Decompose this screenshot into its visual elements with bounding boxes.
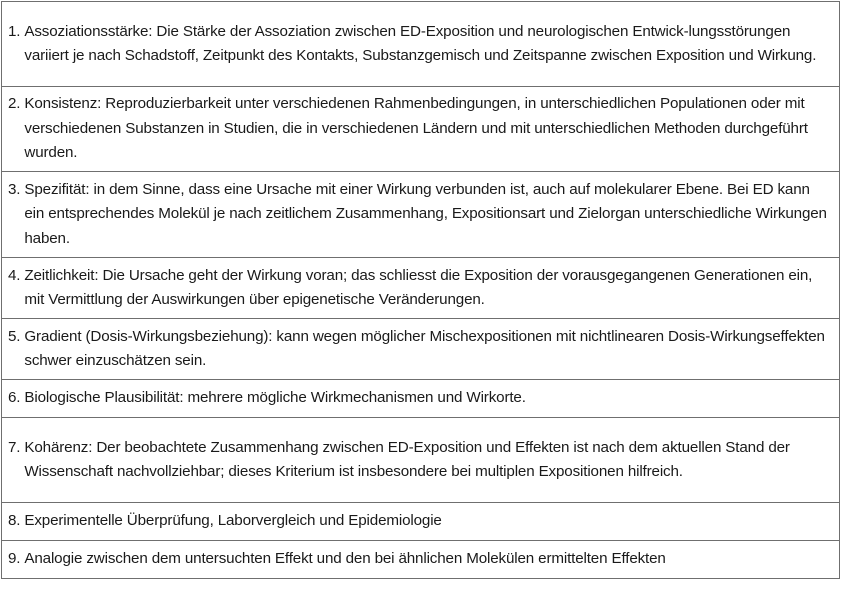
criterion-text: Assoziationsstärke: Die Stärke der Assoziation zwischen ED-Exposition und neurologischen Entwick-lungsstörungen variiert je nach Schadstoff, Zeitpunkt des Kontakts, Substanzgemisch und Zeitspanne zwischen Exposition und Wirkung.: [24, 22, 817, 64]
criterion-cell: [2, 258, 840, 319]
criterion-cell: [2, 319, 840, 380]
criterion-text: Experimentelle Überprüfung, Laborvergleich und Epidemiologie: [24, 512, 442, 530]
criterion-row-3: [2, 172, 840, 258]
criterion-number: 1.: [8, 22, 21, 40]
criterion-row-7: [2, 418, 840, 503]
criterion-text: Spezifität: in dem Sinne, dass eine Ursache mit einer Wirkung verbunden ist, auch auf molekularer Ebene. Bei ED kann ein entsprechendes Molekül je nach zeitlichem Zusammenhang, Expositionsart und Zielorgan unterschiedliche Wirkungen haben.: [24, 180, 827, 247]
criterion-text: Kohärenz: Der beobachtete Zusammenhang zwischen ED-Exposition und Effekten ist nach dem aktuellen Stand der Wissenschaft nachvollziehbar; dieses Kriterium ist insbesondere bei multiplen Expositionen hilfreich.: [24, 438, 790, 480]
criterion-cell: [2, 2, 840, 87]
criterion-row-4: [2, 258, 840, 319]
criterion-text: Analogie zwischen dem untersuchten Effekt und den bei ähnlichen Molekülen ermittelten Effekten: [24, 550, 666, 568]
criterion-row-9: [2, 541, 840, 579]
criterion-number: 2.: [8, 95, 21, 113]
criterion-row-1: [2, 2, 840, 87]
criterion-cell: [2, 541, 840, 579]
criterion-row-2: [2, 87, 840, 172]
criterion-cell: [2, 503, 840, 541]
criterion-text: Gradient (Dosis-Wirkungsbeziehung): kann wegen möglicher Mischexpositionen mit nichtlinearen Dosis-Wirkungseffekten schwer einzuschätzen sein.: [24, 327, 825, 369]
criterion-row-6: [2, 380, 840, 418]
criterion-number: 8.: [8, 512, 21, 530]
criterion-cell: [2, 418, 840, 503]
criterion-number: 7.: [8, 438, 21, 456]
criterion-number: 5.: [8, 327, 21, 345]
criterion-text: Biologische Plausibilität: mehrere mögliche Wirkmechanismen und Wirkorte.: [24, 389, 526, 407]
criterion-cell: [2, 380, 840, 418]
criterion-row-8: [2, 503, 840, 541]
criterion-cell: [2, 87, 840, 172]
criterion-text: Zeitlichkeit: Die Ursache geht der Wirkung voran; das schliesst die Exposition der vorausgegangenen Generationen ein, mit Vermittlung der Auswirkungen über epigenetische Veränderungen.: [24, 266, 813, 308]
criterion-number: 9.: [8, 550, 21, 568]
criterion-number: 3.: [8, 180, 21, 198]
criterion-number: 4.: [8, 266, 21, 284]
criterion-row-5: [2, 319, 840, 380]
criterion-cell: [2, 172, 840, 258]
criterion-text: Konsistenz: Reproduzierbarkeit unter verschiedenen Rahmenbedingungen, in unterschiedlichen Populationen oder mit verschiedenen Substanzen in Studien, die in verschiedenen Ländern und mit unterschiedlichen Methoden durchgeführt wurden.: [24, 95, 808, 162]
criterion-number: 6.: [8, 389, 21, 407]
criteria-table: [1, 1, 840, 579]
